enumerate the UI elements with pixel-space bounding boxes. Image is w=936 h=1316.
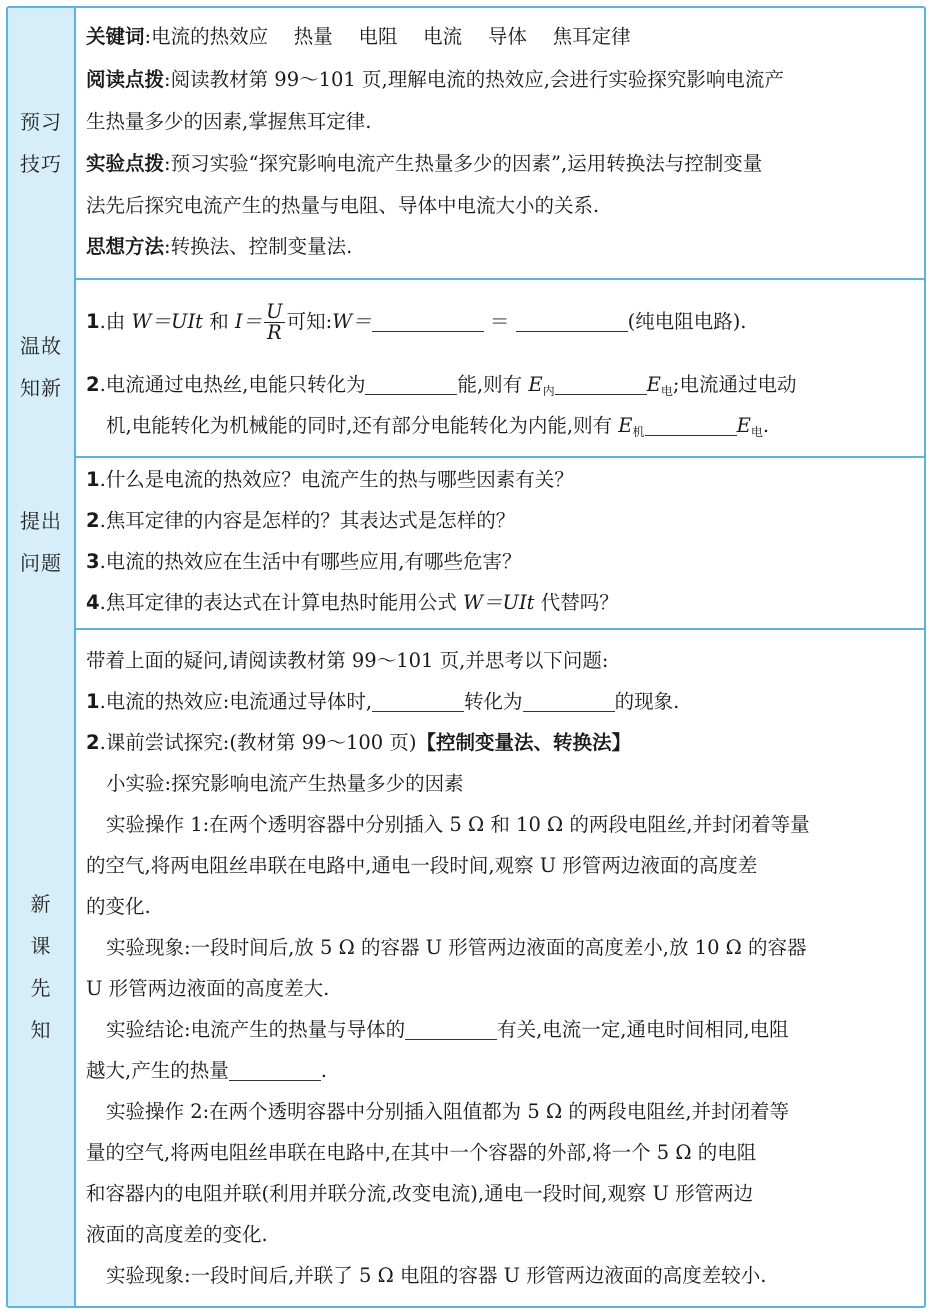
- section-body: [80, 456, 920, 628]
- review-question-1: 1.由 W＝UIt 和 I＝ $\frac{U}{R}$ 可知:W＝ ＝ (纯电阻电路).: [86, 300, 747, 344]
- conclusion-1-line: 越大,产生的热量 .: [86, 1059, 327, 1082]
- section-label: [8, 278, 76, 456]
- operation-2-line: 实验操作 2:在两个透明容器中分别插入阻值都为 5 Ω 的两段电阻丝,并封闭着等: [106, 1100, 790, 1123]
- section-label: [8, 8, 76, 278]
- section-body: [80, 8, 920, 278]
- label-line: 问题: [20, 551, 62, 575]
- lesson-question-2: 2.课前尝试探究:(教材第 99～100 页)【控制变量法、转换法】: [86, 731, 632, 754]
- label-line: 技巧: [20, 152, 62, 176]
- phenomenon-2-line: 实验现象:一段时间后,并联了 5 Ω 电阻的容器 U 形管两边液面的高度差较小.: [106, 1264, 767, 1287]
- section-body: [80, 278, 920, 456]
- reading-tip-line: 阅读点拨:阅读教材第 99～101 页,理解电流的热效应,会进行实验探究影响电流产: [86, 68, 784, 91]
- label-line: 知新: [20, 376, 62, 400]
- label-line: 课: [30, 934, 52, 958]
- operation-2-line: 量的空气,将两电阻丝串联在电路中,在其中一个容器的外部,将一个 5 Ω 的电阻: [86, 1141, 757, 1164]
- label-line: 温故: [20, 334, 62, 358]
- question-item: 2.焦耳定律的内容是怎样的？其表达式是怎样的？: [86, 509, 516, 532]
- answer-blank[interactable]: [405, 1017, 497, 1040]
- answer-blank[interactable]: [229, 1058, 321, 1081]
- section-body: [80, 628, 920, 1306]
- label-line: 预习: [20, 110, 62, 134]
- phenomenon-1-line: U 形管两边液面的高度差大.: [86, 977, 330, 1000]
- answer-blank[interactable]: [372, 309, 484, 332]
- operation-1-line: 的空气,将两电阻丝串联在电路中,通电一段时间,观察 U 形管两边液面的高度差: [86, 854, 758, 877]
- section-label: [8, 456, 76, 628]
- experiment-tip-line: 实验点拨:预习实验“探究影响电流产生热量多少的因素”,运用转换法与控制变量: [86, 152, 763, 175]
- answer-blank[interactable]: [365, 372, 457, 395]
- mini-experiment-title: 小实验:探究影响电流产生热量多少的因素: [106, 772, 464, 795]
- section-questions: [8, 456, 924, 630]
- reading-tip-line-2: 生热量多少的因素,掌握焦耳定律.: [86, 110, 372, 133]
- label-line: 提出: [20, 509, 62, 533]
- intro-line: 带着上面的疑问,请阅读教材第 99～101 页,并思考以下问题:: [86, 649, 609, 672]
- experiment-tip-line-2: 法先后探究电流产生的热量与电阻、导体中电流大小的关系.: [86, 194, 600, 217]
- section-new-lesson: [8, 628, 924, 1306]
- answer-blank[interactable]: [523, 689, 615, 712]
- keywords-line: 关键词:电流的热效应 热量 电阻 电流 导体 焦耳定律: [86, 25, 631, 48]
- question-item: 4.焦耳定律的表达式在计算电热时能用公式 W＝UIt 代替吗？: [86, 591, 619, 614]
- operation-2-line: 液面的高度差的变化.: [86, 1223, 268, 1246]
- phenomenon-1-line: 实验现象:一段时间后,放 5 Ω 的容器 U 形管两边液面的高度差小,放 10 Ω 的容器: [106, 936, 807, 959]
- study-guide-table: [6, 6, 926, 1308]
- label-line: 知: [30, 1018, 52, 1042]
- review-question-2: 2.电流通过电热丝,电能只转化为 能,则有 $E_内$ $E_电$;电流通过电动: [86, 373, 797, 398]
- method-line: 思想方法:转换法、控制变量法.: [86, 235, 353, 258]
- label-line: 新: [30, 892, 52, 916]
- question-item: 1.什么是电流的热效应？电流产生的热与哪些因素有关？: [86, 468, 574, 491]
- conclusion-1-line: 实验结论:电流产生的热量与导体的 有关,电流一定,通电时间相同,电阻: [106, 1018, 789, 1041]
- fraction-u-over-r: $\frac{U}{R}$: [266, 300, 283, 344]
- answer-blank[interactable]: [372, 689, 464, 712]
- section-review: [8, 278, 924, 458]
- operation-1-line: 实验操作 1:在两个透明容器中分别插入 5 Ω 和 10 Ω 的两段电阻丝,并封闭着等量: [106, 813, 810, 836]
- operation-1-line: 的变化.: [86, 895, 151, 918]
- review-question-2-cont: 机,电能转化为机械能的同时,还有部分电能转化为内能,则有 $E_机$ $E_电$.: [106, 414, 770, 439]
- answer-blank[interactable]: [555, 372, 647, 395]
- section-label: [8, 628, 76, 1306]
- lesson-question-1: 1.电流的热效应:电流通过导体时, 转化为 的现象.: [86, 690, 680, 713]
- section-preview-tips: [8, 8, 924, 280]
- label-line: 先: [30, 976, 52, 1000]
- answer-blank[interactable]: [645, 413, 737, 436]
- answer-blank[interactable]: [516, 309, 628, 332]
- operation-2-line: 和容器内的电阻并联(利用并联分流,改变电流),通电一段时间,观察 U 形管两边: [86, 1182, 754, 1205]
- question-item: 3.电流的热效应在生活中有哪些应用,有哪些危害？: [86, 550, 522, 573]
